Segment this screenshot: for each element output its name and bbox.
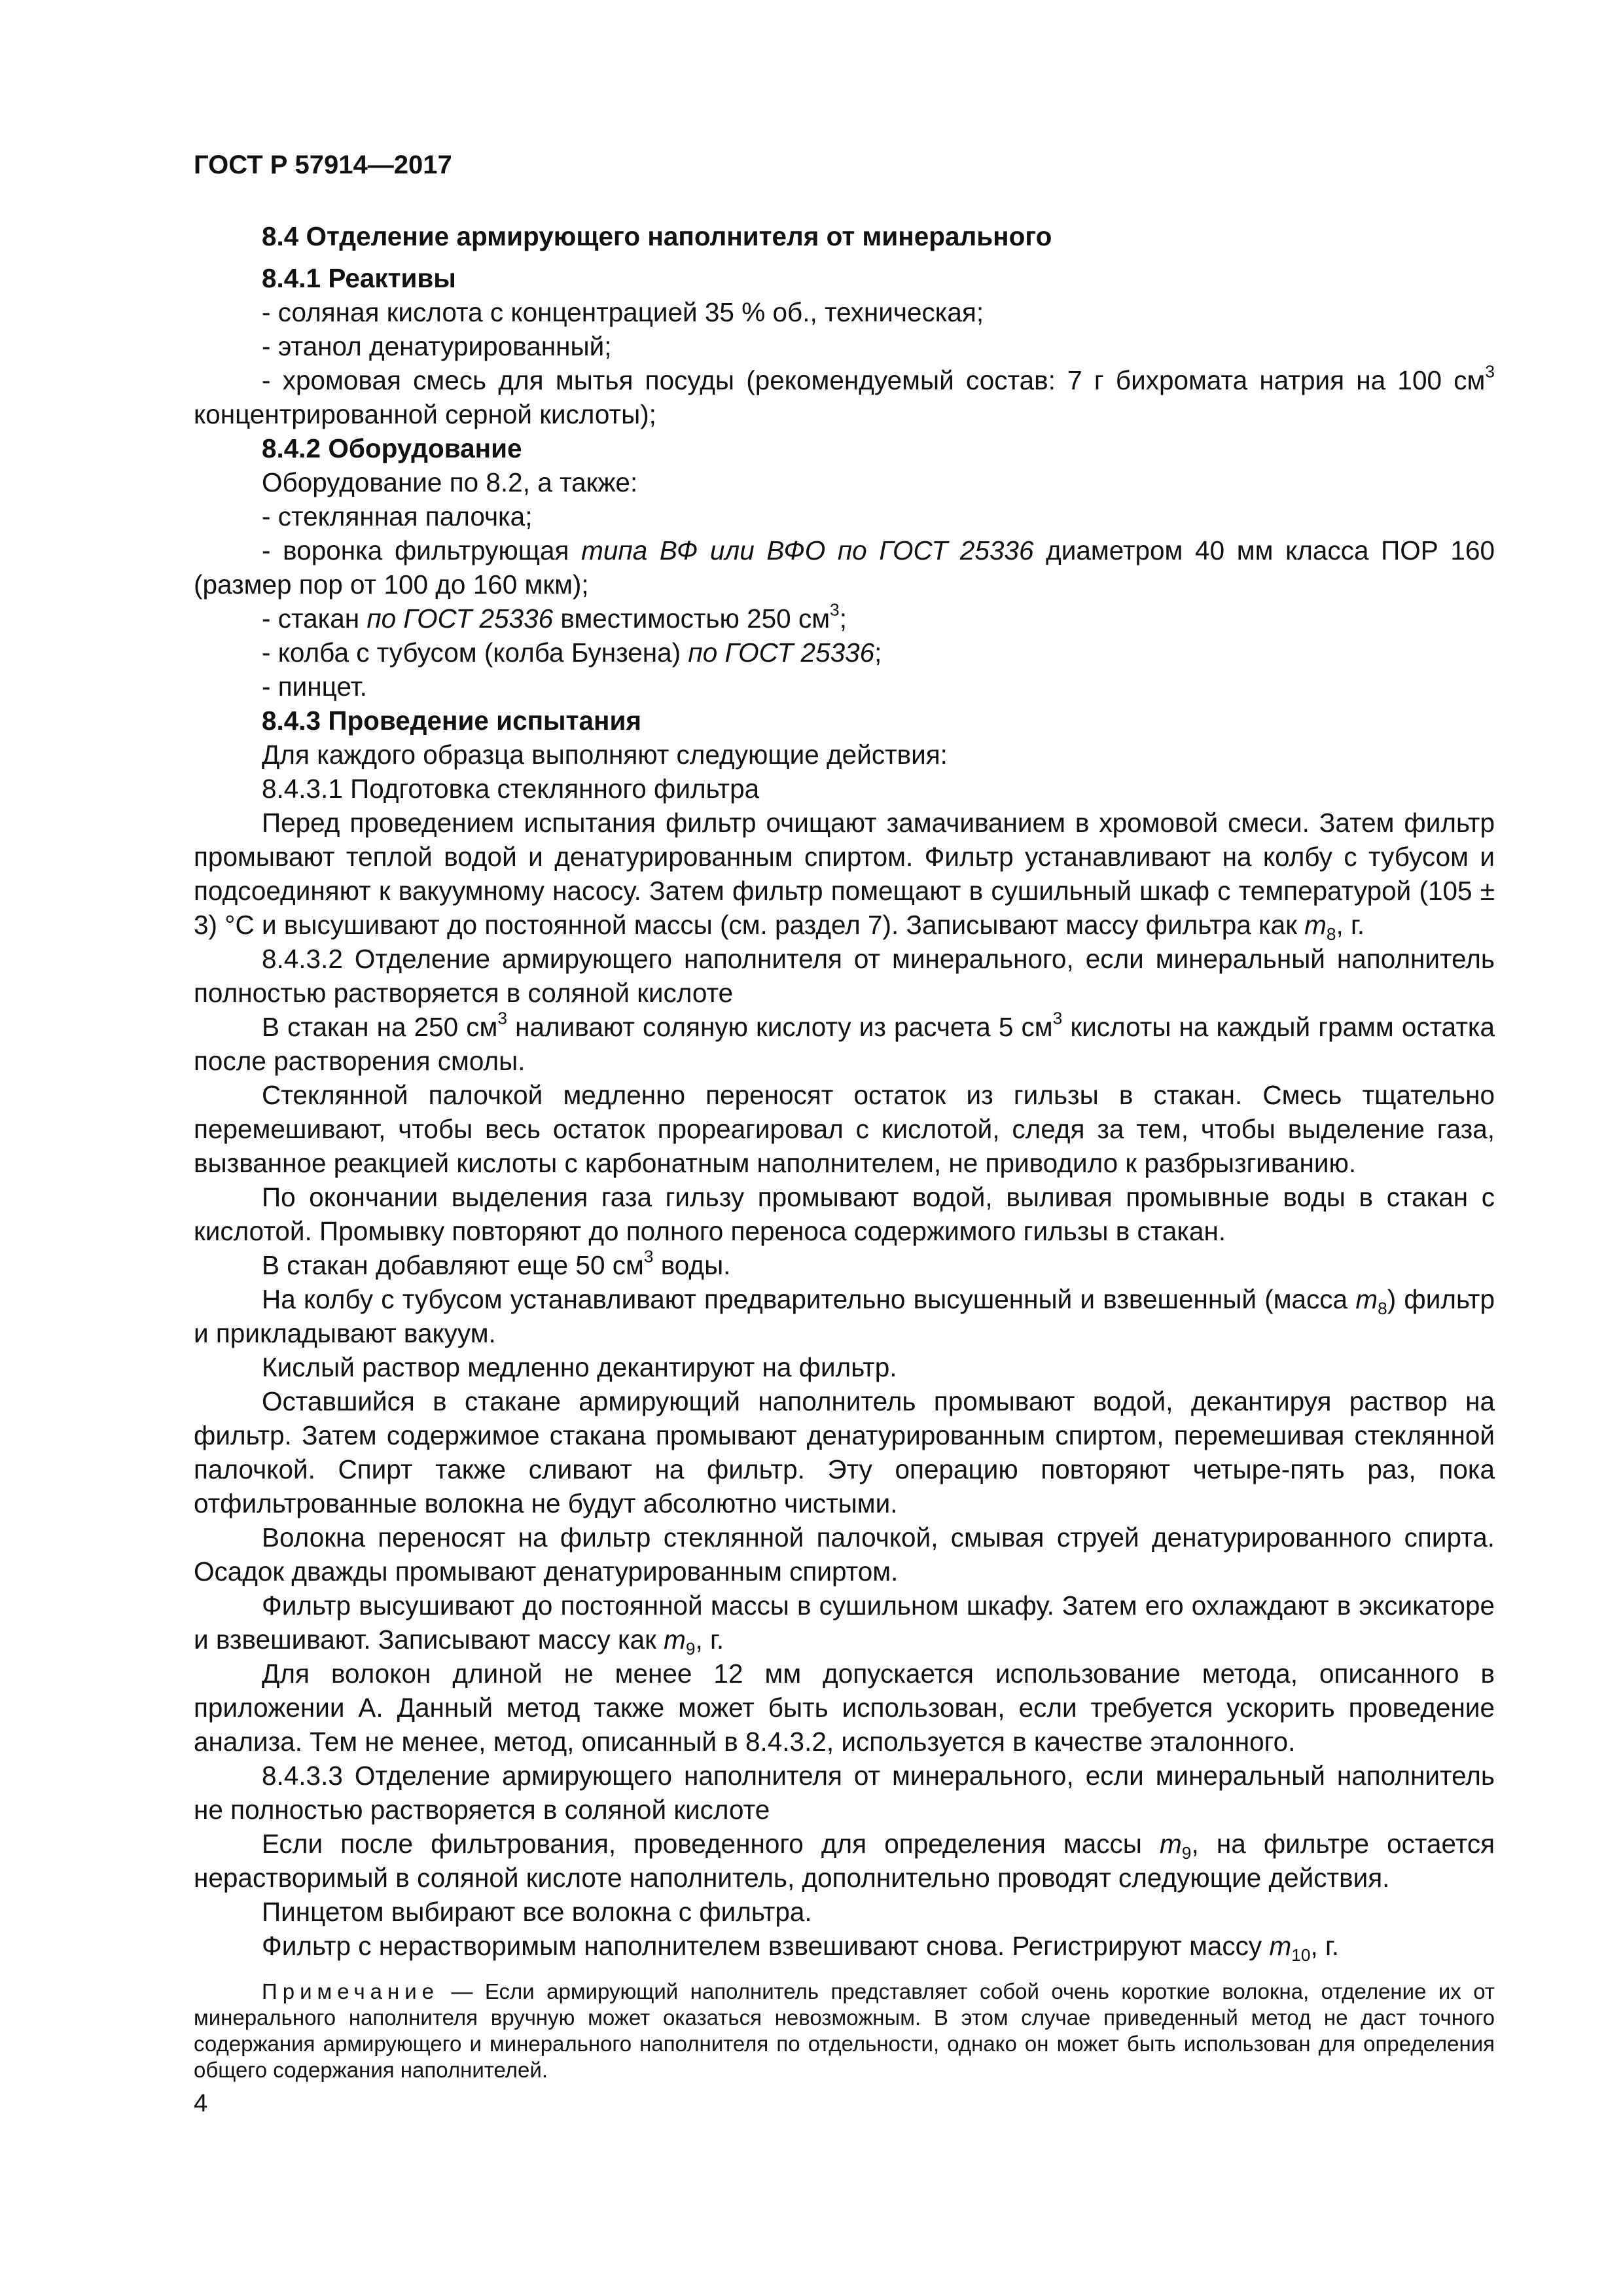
paragraph: Оставшийся в стакане армирующий наполнитель промывают водой, декантируя раствор на фильтр. Затем содержимое стакана промывают денатурированным спиртом, перемешивая стеклянной палочкой. Спирт также сливают на фильтр. Эту операцию повторяют четыре-пять раз, пока отфильтрованные волокна не будут абсолютно чистыми. [194,1386,1495,1518]
note-label: Примечание [262,1979,440,2003]
paragraph: По окончании выделения газа гильзу промывают водой, выливая промывные воды в стакан с кислотой. Промывку повторяют до полного переноса содержимого гильзы в стакан. [194,1182,1495,1246]
clause-title-8-4-3-3: 8.4.3.3 Отделение армирующего наполнителя от минерального, если минеральный наполнитель не полностью растворяется в соляной кислоте [194,1761,1495,1825]
reagent-item: - этанол денатурированный; [262,331,612,361]
page-content [194,219,1495,2083]
equipment-item-funnel: - воронка фильтрующая типа ВФ или ВФО по ГОСТ 25336 диаметром 40 мм класса ПОР 160 (размер пор от 100 до 160 мкм); [194,535,1495,600]
equipment-intro: Оборудование по 8.2, а также: [262,467,638,497]
paragraph: Перед проведением испытания фильтр очищают замачиванием в хромовой смеси. Затем фильтр промывают теплой водой и денатурированным спиртом. Фильтр устанавливают на колбу с тубусом и подсоединяют к вакуумному насосу. Затем фильтр помещают в сушильный шкаф с температурой (105 ± 3) °С и высушивают до постоянной массы (см. раздел 7). Записывают массу фильтра как $m_8$, г. [194,808,1495,944]
paragraph: Волокна переносят на фильтр стеклянной палочкой, смывая струей денатурированного спирта. Осадок дважды промывают денатурированным спиртом. [194,1522,1495,1587]
note-text: — Если армирующий наполнитель представляет собой очень короткие волокна, отделение их от минерального наполнителя вручную может оказаться невозможным. В этом случае приведенный метод не даст точного содержания армирующего и минерального наполнителя по отдельности, однако он может быть использован для определения общего содержания наполнителей. [194,1979,1495,2082]
subsection-title-8-4-1: 8.4.1 Реактивы [262,263,456,293]
equipment-item: - пинцет. [262,672,367,702]
reagent-item-chrome-mix: - хромовая смесь для мытья посуды (рекомендуемый состав: 7 г бихромата натрия на 100 $см^3$ концентрированной серной кислоты); [194,361,1495,429]
paragraph: Стеклянной палочкой медленно переносят остаток из гильзы в стакан. Смесь тщательно перемешивают, чтобы весь остаток прореагировал с кислотой, следя за тем, чтобы выделение газа, вызванное реакцией кислоты с карбонатным наполнителем, не приводило к разбрызгиванию. [194,1080,1495,1178]
equipment-item-beaker: - стакан по ГОСТ 25336 вместимостью 250 $см^3$; [262,600,847,634]
paragraph: Кислый раствор медленно декантируют на фильтр. [262,1352,897,1382]
paragraph: Для каждого образца выполняют следующие действия: [262,740,948,770]
standard-header: ГОСТ Р 57914—2017 [194,151,452,179]
subsection-title-8-4-2: 8.4.2 Оборудование [262,433,522,463]
paragraph: Фильтр с нерастворимым наполнителем взвешивают снова. Регистрируют массу $m_{10}$, г. [262,1931,1340,1965]
note [194,1979,1495,2083]
paragraph: Если после фильтрования, проведенного для определения массы $m_9$, на фильтре остается нерастворимый в соляной кислоте наполнитель, дополнительно проводят следующие действия. [194,1829,1495,1893]
paragraph: В стакан добавляют еще 50 $см^3$ воды. [262,1246,731,1280]
section-title-8-4: 8.4 Отделение армирующего наполнителя от минерального [262,221,1052,251]
paragraph: Фильтр высушивают до постоянной массы в сушильном шкафу. Затем его охлаждают в эксикаторе и взвешивают. Записывают массу как $m_9$, г. [194,1590,1495,1659]
paragraph: Пинцетом выбирают все волокна с фильтра. [262,1897,812,1927]
subsection-title-8-4-3: 8.4.3 Проведение испытания [262,706,641,736]
paragraph: Для волокон длиной не менее 12 мм допускается использование метода, описанного в приложении А. Данный метод также может быть использован, если требуется ускорить проведение анализа. Тем не менее, метод, описанный в 8.4.3.2, используется в качестве эталонного. [194,1659,1495,1757]
page-number: 4 [194,2090,208,2117]
reagent-item: - соляная кислота с концентрацией 35 % об., техническая; [262,297,984,327]
equipment-item: - стеклянная палочка; [262,501,533,531]
clause-title-8-4-3-1: 8.4.3.1 Подготовка стеклянного фильтра [262,774,760,804]
paragraph: В стакан на 250 $см^3$ наливают соляную кислоту из расчета 5 $см^3$ кислоты на каждый грамм остатка после растворения смолы. [194,1008,1495,1076]
clause-title-8-4-3-2: 8.4.3.2 Отделение армирующего наполнителя от минерального, если минеральный наполнитель полностью растворяется в соляной кислоте [194,944,1495,1008]
paragraph: На колбу с тубусом устанавливают предварительно высушенный и взвешенный (масса $m_8$) фильтр и прикладывают вакуум. [194,1284,1495,1348]
equipment-item-flask: - колба с тубусом (колба Бунзена) по ГОСТ 25336; [262,637,882,668]
